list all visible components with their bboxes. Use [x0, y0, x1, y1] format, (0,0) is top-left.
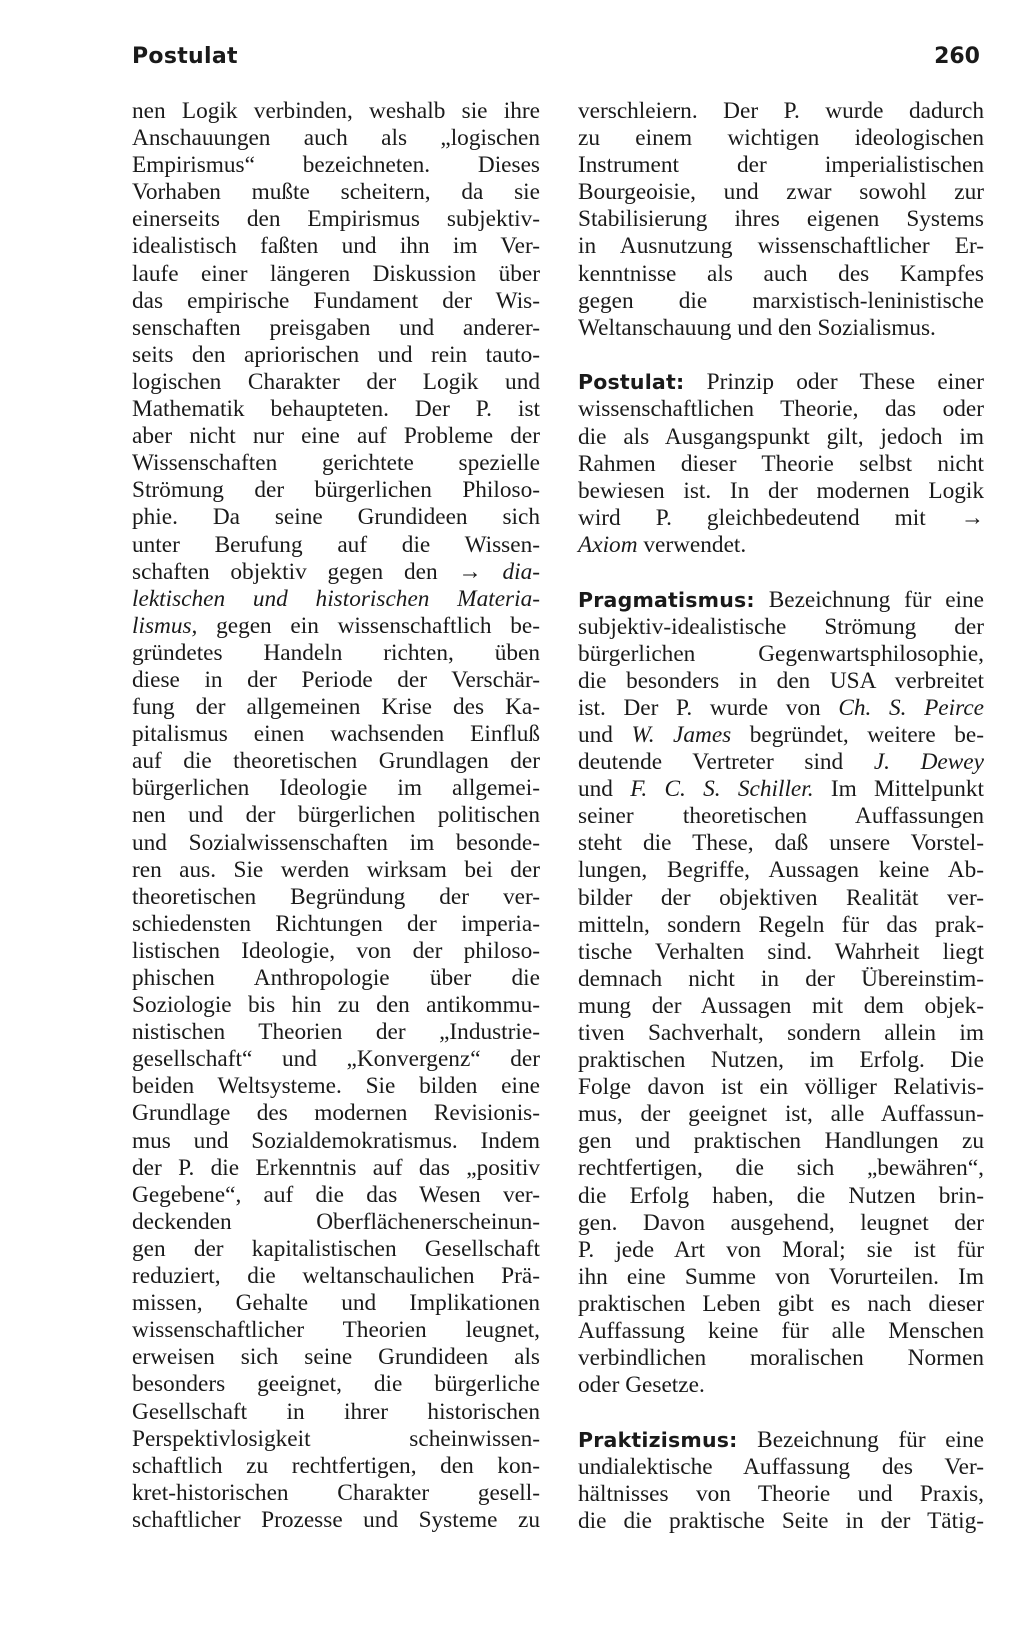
text-line: gründetes Handeln richten, üben [132, 639, 540, 666]
text-line: Stabilisierung ihres eigenen Systems [578, 206, 984, 233]
text-line: nen Logik verbinden, weshalb sie ihre [132, 98, 540, 124]
text-line: wissenschaftlicher Theorien leugnet, [132, 1317, 540, 1344]
text-line: ihn eine Summe von Vorurteilen. Im [578, 1263, 984, 1290]
right-column [578, 98, 984, 1535]
text-line: unter Berufung auf die Wissen- [132, 531, 540, 558]
cross-reference-link[interactable]: Axiom [578, 531, 638, 558]
text-line: Strömung der bürgerlichen Philoso- [132, 477, 540, 504]
text-line: theoretischen Begründung der ver- [132, 883, 540, 910]
text-line: schaftlicher Prozesse und Systeme zu [132, 1506, 540, 1533]
text-line: Auffassung keine für alle Menschen [578, 1318, 984, 1345]
text-line: pitalismus einen wachsenden Einfluß [132, 721, 540, 748]
text-line: besonders geeignet, die bürgerliche [132, 1371, 540, 1398]
text-line: listischen Ideologie, von der philoso- [132, 937, 540, 964]
text-line: schaften objektiv gegen den → dia- [132, 558, 540, 585]
text-line: mus, der geeignet ist, alle Auffassun- [578, 1101, 984, 1128]
entry-term: Pragmatismus: [578, 587, 755, 612]
text-line: Weltanschauung und den Sozialismus. [578, 314, 936, 341]
text-line: Soziologie bis hin zu den antikommu- [132, 992, 540, 1019]
text-line: Anschauungen auch als „logischen [132, 125, 540, 152]
text-line: lektischen und historischen Materia- [132, 585, 540, 612]
text-line: Folge davon ist ein völliger Relativis- [578, 1074, 984, 1101]
text-line: schiedensten Richtungen der imperia- [132, 910, 540, 937]
text-line: gesellschaft“ und „Konvergenz“ der [132, 1046, 540, 1073]
text-line: gen der kapitalistischen Gesellschaft [132, 1235, 540, 1262]
text-line: tische Verhalten sind. Wahrheit liegt [578, 938, 984, 965]
text-line: P. jede Art von Moral; sie ist für [578, 1236, 984, 1263]
text-line: die die praktische Seite in der Tätig- [578, 1508, 984, 1535]
text-line: reduziert, die weltanschaulichen Prä- [132, 1263, 540, 1290]
text-line: ist. Der P. wurde von Ch. S. Peirce [578, 694, 984, 721]
text-line: in Ausnutzung wissenschaftlicher Er- [578, 233, 984, 260]
text-line: lungen, Begriffe, Aussagen keine Ab- [578, 857, 984, 884]
text-line: verbindlichen moralischen Normen [578, 1345, 984, 1372]
entry-first-line: Bezeichnung für eine [757, 1426, 984, 1453]
text-line: diese in der Periode der Verschär- [132, 666, 540, 693]
entry-line: Rahmen dieser Theorie selbst nicht [578, 450, 984, 477]
page-number: 260 [934, 44, 980, 69]
text-line: Mathematik behaupteten. Der P. ist [132, 396, 540, 423]
left-column [132, 98, 540, 1534]
text-line: Vorhaben mußte scheitern, da sie [132, 179, 540, 206]
text-line: Instrument der imperialistischen [578, 152, 984, 179]
entry-first-line: Prinzip oder These einer [706, 369, 984, 396]
entry-line: wird P. gleichbedeutend mit → [578, 504, 984, 531]
text-line: subjektiv-idealistische Strömung der [578, 613, 984, 640]
text-line: ren aus. Sie werden wirksam bei der [132, 856, 540, 883]
text-line: logischen Charakter der Logik und [132, 368, 540, 395]
text-line: mus und Sozialdemokratismus. Indem [132, 1127, 540, 1154]
text-line: senschaften preisgaben und anderer- [132, 314, 540, 341]
text-line: tiven Sachverhalt, sondern allein im [578, 1020, 984, 1046]
text-line: und W. James begründet, weitere be- [578, 721, 984, 748]
entry-term: Praktizismus: [578, 1427, 738, 1452]
entry-first-line: Bezeichnung für eine [768, 586, 985, 613]
text-line: seits den apriorischen und rein tauto- [132, 341, 540, 368]
text-line: Wissenschaften gerichtete spezielle [132, 450, 540, 477]
text-line: phischen Anthropologie über die [132, 965, 540, 991]
text-line: gen und praktischen Handlungen zu [578, 1128, 984, 1155]
text-line: mung der Aussagen mit dem objek- [578, 992, 984, 1019]
text-line: deckenden Oberflächenerscheinun- [132, 1208, 540, 1235]
running-head: Postulat [132, 44, 238, 69]
text-line: nistischen Theorien der „Industrie- [132, 1019, 540, 1046]
text-line: zu einem wichtigen ideologischen [578, 125, 984, 152]
text-line: demnach nicht in der Übereinstim- [578, 965, 984, 992]
text-line: das empirische Fundament der Wis- [132, 287, 540, 314]
text-line: oder Gesetze. [578, 1372, 705, 1399]
entry-tail: verwendet. [643, 531, 747, 558]
entry-term: Postulat: [578, 370, 685, 395]
entry-line: wissenschaftlichen Theorie, das oder [578, 396, 984, 423]
text-line: einerseits den Empirismus subjektiv- [132, 206, 540, 233]
text-line: hältnisses von Theorie und Praxis, [578, 1481, 984, 1507]
entry-pragmatismus [578, 587, 984, 1400]
text-line: missen, Gehalte und Implikationen [132, 1290, 540, 1317]
text-line: die Erfolg haben, die Nutzen brin- [578, 1182, 984, 1209]
text-line: kenntnisse als auch des Kampfes [578, 260, 984, 287]
text-line: und Sozialwissenschaften im besonde- [132, 829, 540, 856]
text-line: kret-historischen Charakter gesell- [132, 1479, 540, 1506]
text-line: steht die These, daß unsere Vorstel- [578, 830, 984, 857]
text-line: deutende Vertreter sind J. Dewey [578, 749, 984, 776]
text-line: verschleiern. Der P. wurde dadurch [578, 98, 984, 124]
text-line: praktischen Leben gibt es nach dieser [578, 1290, 984, 1317]
text-line: Gesellschaft in ihrer historischen [132, 1398, 540, 1425]
text-line: lismus, gegen ein wissenschaftlich be- [132, 612, 540, 639]
entry-praktizismus [578, 1427, 984, 1535]
text-line: aber nicht nur eine auf Probleme der [132, 423, 540, 450]
text-line: rechtfertigen, die sich „bewähren“, [578, 1155, 984, 1182]
text-line: beiden Weltsysteme. Sie bilden eine [132, 1073, 540, 1100]
text-line: laufe einer längeren Diskussion über [132, 260, 540, 287]
text-line: undialektische Auffassung des Ver- [578, 1453, 984, 1480]
text-line: die besonders in den USA verbreitet [578, 667, 984, 694]
text-line: Empirismus“ bezeichneten. Dieses [132, 152, 540, 179]
text-line: bürgerlichen Ideologie im allgemei- [132, 775, 540, 802]
text-line: der P. die Erkenntnis auf das „positiv [132, 1154, 540, 1181]
text-line: phie. Da seine Grundideen sich [132, 504, 540, 531]
text-line: Perspektivlosigkeit scheinwissen- [132, 1425, 540, 1452]
text-line: Grundlage des modernen Revisionis- [132, 1100, 540, 1127]
entry-line: die als Ausgangspunkt gilt, jedoch im [578, 423, 984, 450]
text-line: erweisen sich seine Grundideen als [132, 1344, 540, 1371]
text-line: auf die theoretischen Grundlagen der [132, 748, 540, 775]
text-line: praktischen Nutzen, im Erfolg. Die [578, 1047, 984, 1074]
text-line: nen und der bürgerlichen politischen [132, 802, 540, 829]
text-line: gegen die marxistisch-leninistische [578, 287, 984, 314]
text-line: bürgerlichen Gegenwartsphilosophie, [578, 640, 984, 667]
text-line: Bourgeoisie, und zwar sowohl zur [578, 179, 984, 206]
continuation-paragraph [578, 98, 984, 342]
text-line: fung der allgemeinen Krise des Ka- [132, 694, 540, 721]
entry-postulat [578, 369, 984, 559]
text-line: Gegebene“, auf die das Wesen ver- [132, 1181, 540, 1208]
text-line: seiner theoretischen Auffassungen [578, 803, 984, 830]
text-line: gen. Davon ausgehend, leugnet der [578, 1209, 984, 1236]
text-line: schaftlich zu rechtfertigen, den kon- [132, 1452, 540, 1479]
text-line: und F. C. S. Schiller. Im Mittelpunkt [578, 776, 984, 803]
text-line: mitteln, sondern Regeln für das prak- [578, 911, 984, 938]
text-line: bilder der objektiven Realität ver- [578, 884, 984, 911]
text-line: idealistisch faßten und ihn im Ver- [132, 233, 540, 260]
entry-line: bewiesen ist. In der modernen Logik [578, 477, 984, 504]
